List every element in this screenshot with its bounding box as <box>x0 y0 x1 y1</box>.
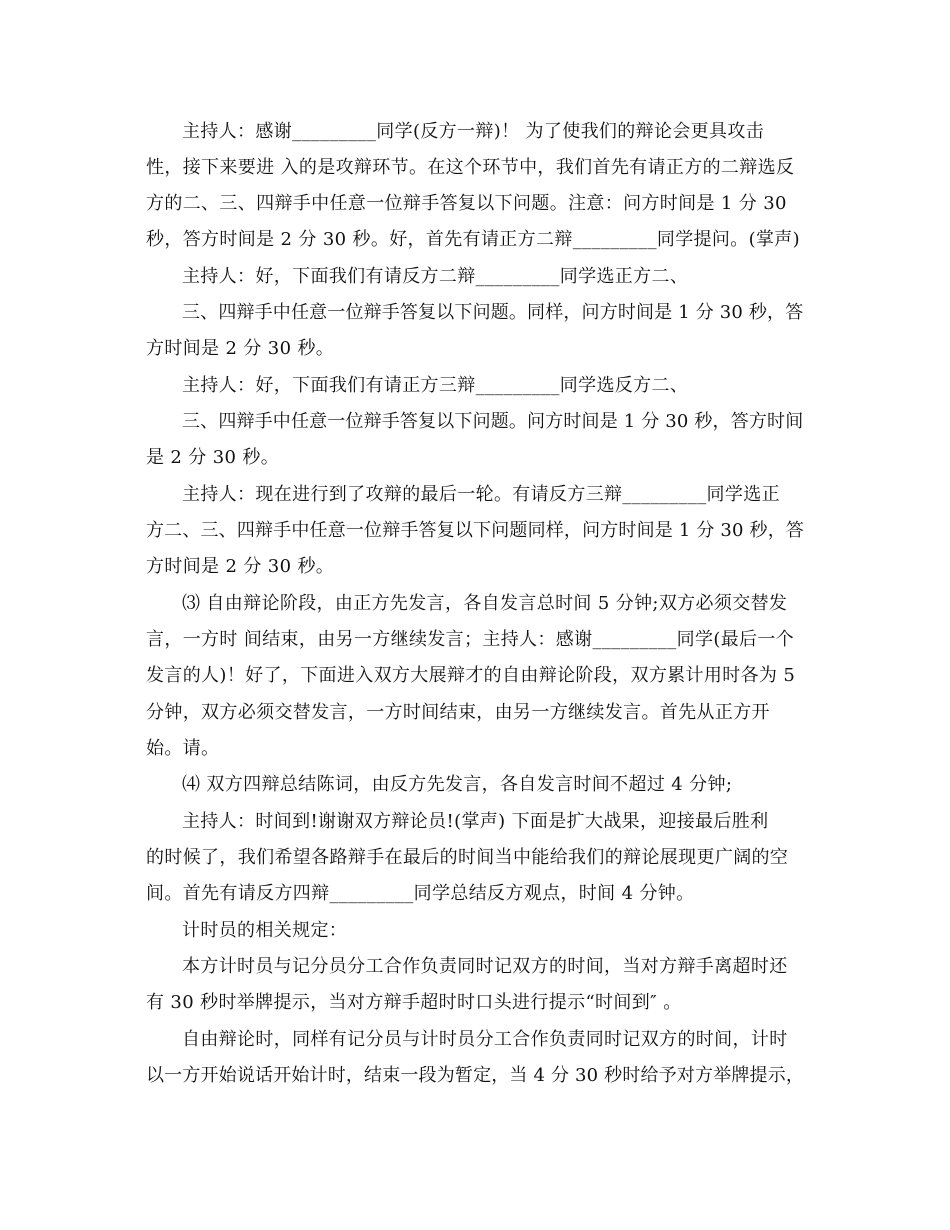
text-line-1: 主持人：感谢_________同学(反方一辩)！ 为了使我们的辩论会更具攻击 <box>182 121 765 142</box>
text-line-12: 方二、三、四辩手中任意一位辩手答复以下问题同样，问方时间是 1 分 30 秒，答 <box>146 520 805 541</box>
text-line-4: 秒，答方时间是 2 分 30 秒。好，首先有请正方二辩_________同学提问。(掌声) <box>146 229 801 250</box>
text-line-15: 言，一方时 间结束，由另一方继续发言；主持人：感谢_________同学(最后一个 <box>146 629 795 650</box>
text-line-22: 间。首先有请反方四辩_________同学总结反方观点，时间 4 分钟。 <box>146 883 695 904</box>
text-line-7: 方时间是 2 分 30 秒。 <box>146 338 335 359</box>
text-line-25: 有 30 秒时举牌提示，当对方辩手超时时口头进行提示“时间到″ 。 <box>146 992 682 1013</box>
text-line-19: ⑷ 双方四辩总结陈词，由反方先发言，各自发言时间不超过 4 分钟; <box>182 774 733 795</box>
text-line-21: 的时候了，我们希望各路辩手在最后的时间当中能给我们的辩论展现更广阔的空 <box>146 847 789 868</box>
text-line-9: 三、四辩手中任意一位辩手答复以下问题。问方时间是 1 分 30 秒，答方时间 <box>182 411 804 432</box>
text-line-14: ⑶ 自由辩论阶段，由正方先发言，各自发言总时间 5 分钟;双方必须交替发 <box>182 593 788 614</box>
text-line-5: 主持人：好，下面我们有请反方二辩_________同学选正方二、 <box>182 266 689 287</box>
text-line-16: 发言的人)！好了，下面进入双方大展辩才的自由辩论阶段，双方累计用时各为 5 <box>146 665 796 686</box>
text-line-13: 方时间是 2 分 30 秒。 <box>146 556 335 577</box>
text-line-11: 主持人：现在进行到了攻辩的最后一轮。有请反方三辩_________同学选正 <box>182 484 780 505</box>
text-line-8: 主持人：好，下面我们有请正方三辩_________同学选反方二、 <box>182 375 689 396</box>
text-line-6: 三、四辩手中任意一位辩手答复以下问题。同样，问方时间是 1 分 30 秒，答 <box>182 302 804 323</box>
text-line-3: 方的二、三、四辩手中任意一位辩手答复以下问题。注意：问方时间是 1 分 30 <box>146 193 787 214</box>
text-line-20: 主持人：时间到!谢谢双方辩论员!(掌声) 下面是扩大战果，迎接最后胜利 <box>182 811 769 832</box>
text-line-27: 以一方开始说话开始计时，结束一段为暂定，当 4 分 30 秒时给予对方举牌提示， <box>146 1065 805 1086</box>
text-line-18: 始。请。 <box>146 738 220 759</box>
text-line-23: 计时员的相关规定： <box>182 920 348 941</box>
text-line-10: 是 2 分 30 秒。 <box>146 447 280 468</box>
text-line-2: 性，接下来要进 入的是攻辩环节。在这个环节中，我们首先有请正方的二辩选反 <box>146 157 795 178</box>
text-line-24: 本方计时员与记分员分工合作负责同时记双方的时间，当对方辩手离超时还 <box>182 956 788 977</box>
text-line-26: 自由辩论时，同样有记分员与计时员分工合作负责同时记双方的时间，计时 <box>182 1029 788 1050</box>
text-line-17: 分钟，双方必须交替发言，一方时间结束，由另一方继续发言。首先从正方开 <box>146 702 770 723</box>
